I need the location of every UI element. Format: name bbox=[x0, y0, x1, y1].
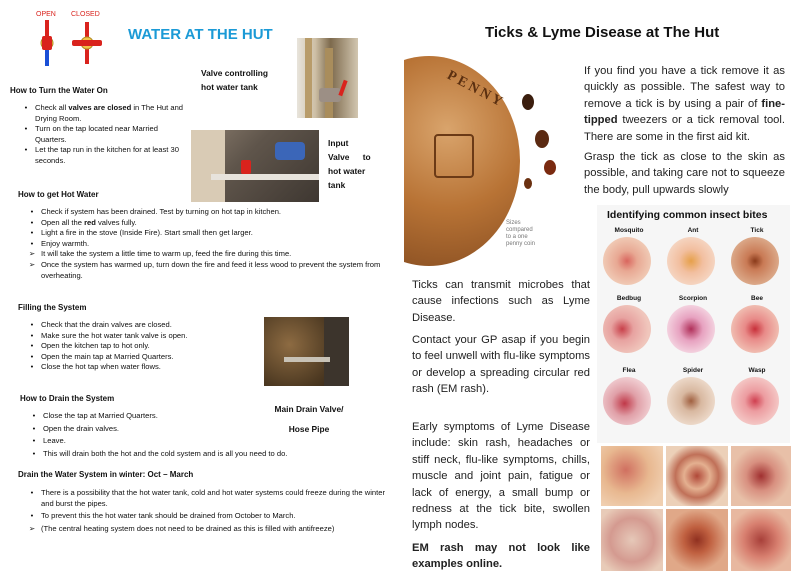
water-title: WATER AT THE HUT bbox=[128, 26, 273, 43]
filling-list bbox=[24, 320, 259, 373]
valve-closed-icon bbox=[70, 22, 104, 64]
drain-valve-photo bbox=[264, 317, 349, 386]
list-item: • Let the tap run in the kitchen for at least 30 seconds. bbox=[24, 145, 179, 165]
bite-label: Bedbug bbox=[616, 295, 642, 302]
bite-label: Ant bbox=[687, 227, 699, 234]
bite-label: Mosquito bbox=[614, 227, 644, 234]
bite-spider bbox=[663, 367, 723, 427]
bite-label: Tick bbox=[750, 227, 764, 234]
list-item: • There is a possibility that the hot water tank, cold and hot water systems could freeze during the winter and burst the pipes. bbox=[30, 488, 386, 508]
grasp-paragraph: Grasp the tick as close to the skin as possible, and taking care not to squeeze the body, pull upwards slowly bbox=[584, 151, 785, 196]
hot-water-valve-caption: Valve controlling hot water tank bbox=[201, 68, 269, 92]
valve-open-label: OPEN bbox=[36, 11, 56, 18]
tick-icon bbox=[522, 94, 534, 110]
bite-wasp bbox=[727, 367, 787, 427]
bite-ant bbox=[663, 227, 723, 287]
em-rash-note: EM rash may not look like examples online. bbox=[412, 542, 590, 571]
symptoms-paragraph: Early symptoms of Lyme Disease include: skin rash, headaches or stiff neck, flu-like symptoms, chills, muscle and joint pain, fatigue or lack of energy, a small bump or redness at the tick bite, swollen lymph nodes. bbox=[412, 421, 590, 532]
tick-icon bbox=[535, 130, 549, 148]
tick-icon bbox=[524, 178, 532, 189]
insect-bites-chart bbox=[597, 205, 790, 443]
bite-label: Wasp bbox=[748, 367, 766, 374]
em-rash-photo bbox=[601, 509, 663, 571]
tick-removal-paragraph: If you find you have a tick remove it as quickly as possible. The safest way to remove a tick is by using a pair of fine-tipped tweezers or a tick removal tool. There are some in the first aid kit. bbox=[584, 65, 785, 143]
list-item: • Close the tap at Married Quarters. bbox=[32, 411, 158, 420]
list-item: ➢ Once the system has warmed up, turn down the fire and feed it less wood to prevent the system from overheating. bbox=[28, 259, 381, 280]
valve-closed-label: CLOSED bbox=[71, 11, 100, 18]
list-item: • Check if system has been drained. Test by turning on hot tap in kitchen. bbox=[30, 207, 282, 216]
list-item: • Open the kitchen tap to hot only. bbox=[30, 341, 150, 351]
bite-tick bbox=[727, 227, 787, 287]
list-item: • Turn on the tap located near Married Quarters. bbox=[24, 124, 158, 144]
em-rash-photo bbox=[666, 446, 728, 506]
list-item: • Light a fire in the stove (Inside Fire). Start small then get larger. bbox=[30, 228, 253, 238]
list-item: • Open all the red valves fully. bbox=[30, 217, 137, 227]
drain-list bbox=[26, 411, 366, 459]
input-valve-photo bbox=[191, 130, 319, 202]
valve-open-icon bbox=[34, 20, 60, 66]
bite-label: Flea bbox=[622, 367, 636, 374]
bite-flea bbox=[599, 367, 659, 427]
em-rash-photo bbox=[666, 509, 728, 571]
coin-caption: Sizes compared to a one penny coin bbox=[506, 220, 536, 247]
drain-valve-caption: Main Drain Valve/ Hose Pipe bbox=[274, 404, 344, 434]
drain-heading: How to Drain the System bbox=[20, 394, 115, 403]
winter-heading: Drain the Water System in winter: Oct – March bbox=[18, 470, 194, 479]
microbes-paragraph: Ticks can transmit microbes that cause infections such as Lyme Disease. bbox=[412, 279, 590, 324]
bite-label: Scorpion bbox=[678, 295, 708, 302]
bite-bee bbox=[727, 295, 787, 355]
bite-label: Spider bbox=[682, 367, 704, 374]
list-item: • Open the main tap at Married Quarters. bbox=[30, 351, 174, 361]
list-item: • This will drain both the hot and the cold system and is all you need to do. bbox=[32, 448, 288, 458]
penny-ticks-photo bbox=[404, 56, 570, 266]
bite-scorpion bbox=[663, 295, 723, 355]
hot-water-valve-photo bbox=[297, 38, 358, 118]
list-item: • To prevent this the hot water tank should be drained from October to March. bbox=[30, 511, 296, 521]
ticks-title: Ticks & Lyme Disease at The Hut bbox=[485, 24, 720, 41]
bite-mosquito bbox=[599, 227, 659, 287]
hot-water-heading: How to get Hot Water bbox=[18, 190, 99, 199]
list-item: • Leave. bbox=[32, 436, 66, 446]
list-item: ➢ It will take the system a little time to warm up, feed the fire during this time. bbox=[28, 249, 292, 259]
list-item: • Close the hot tap when water flows. bbox=[30, 362, 161, 372]
hot-water-list bbox=[24, 207, 394, 281]
em-rash-photo bbox=[731, 446, 791, 506]
filling-heading: Filling the System bbox=[18, 303, 87, 312]
gp-paragraph: Contact your GP asap if you begin to feel unwell with flu-like symptoms or develop a spreading circular red rash (EM rash). bbox=[412, 334, 590, 396]
list-item: • Check that the drain valves are closed. bbox=[30, 320, 172, 329]
bite-label: Bee bbox=[751, 295, 763, 302]
list-item: • Enjoy warmth. bbox=[30, 238, 90, 248]
list-item: • Make sure the hot water tank valve is open. bbox=[30, 330, 188, 340]
coin-text: PENNY bbox=[444, 68, 508, 112]
em-rash-photo bbox=[601, 446, 663, 506]
em-rash-photo bbox=[731, 509, 791, 571]
insect-bites-title: Identifying common insect bites bbox=[607, 209, 768, 221]
list-item: • Open the drain valves. bbox=[32, 423, 119, 433]
turn-on-heading: How to Turn the Water On bbox=[10, 86, 108, 95]
turn-on-list bbox=[18, 103, 188, 167]
input-valve-caption: Input Valve to hot water tank bbox=[328, 138, 371, 190]
list-item: ➢ (The central heating system does not need to be drained as this is filled with antifreeze) bbox=[28, 523, 335, 533]
list-item: • Check all valves are closed in The Hut and Drying Room. bbox=[24, 103, 184, 123]
bite-bedbug bbox=[599, 295, 659, 355]
winter-list bbox=[24, 488, 386, 534]
tick-icon bbox=[544, 160, 556, 175]
